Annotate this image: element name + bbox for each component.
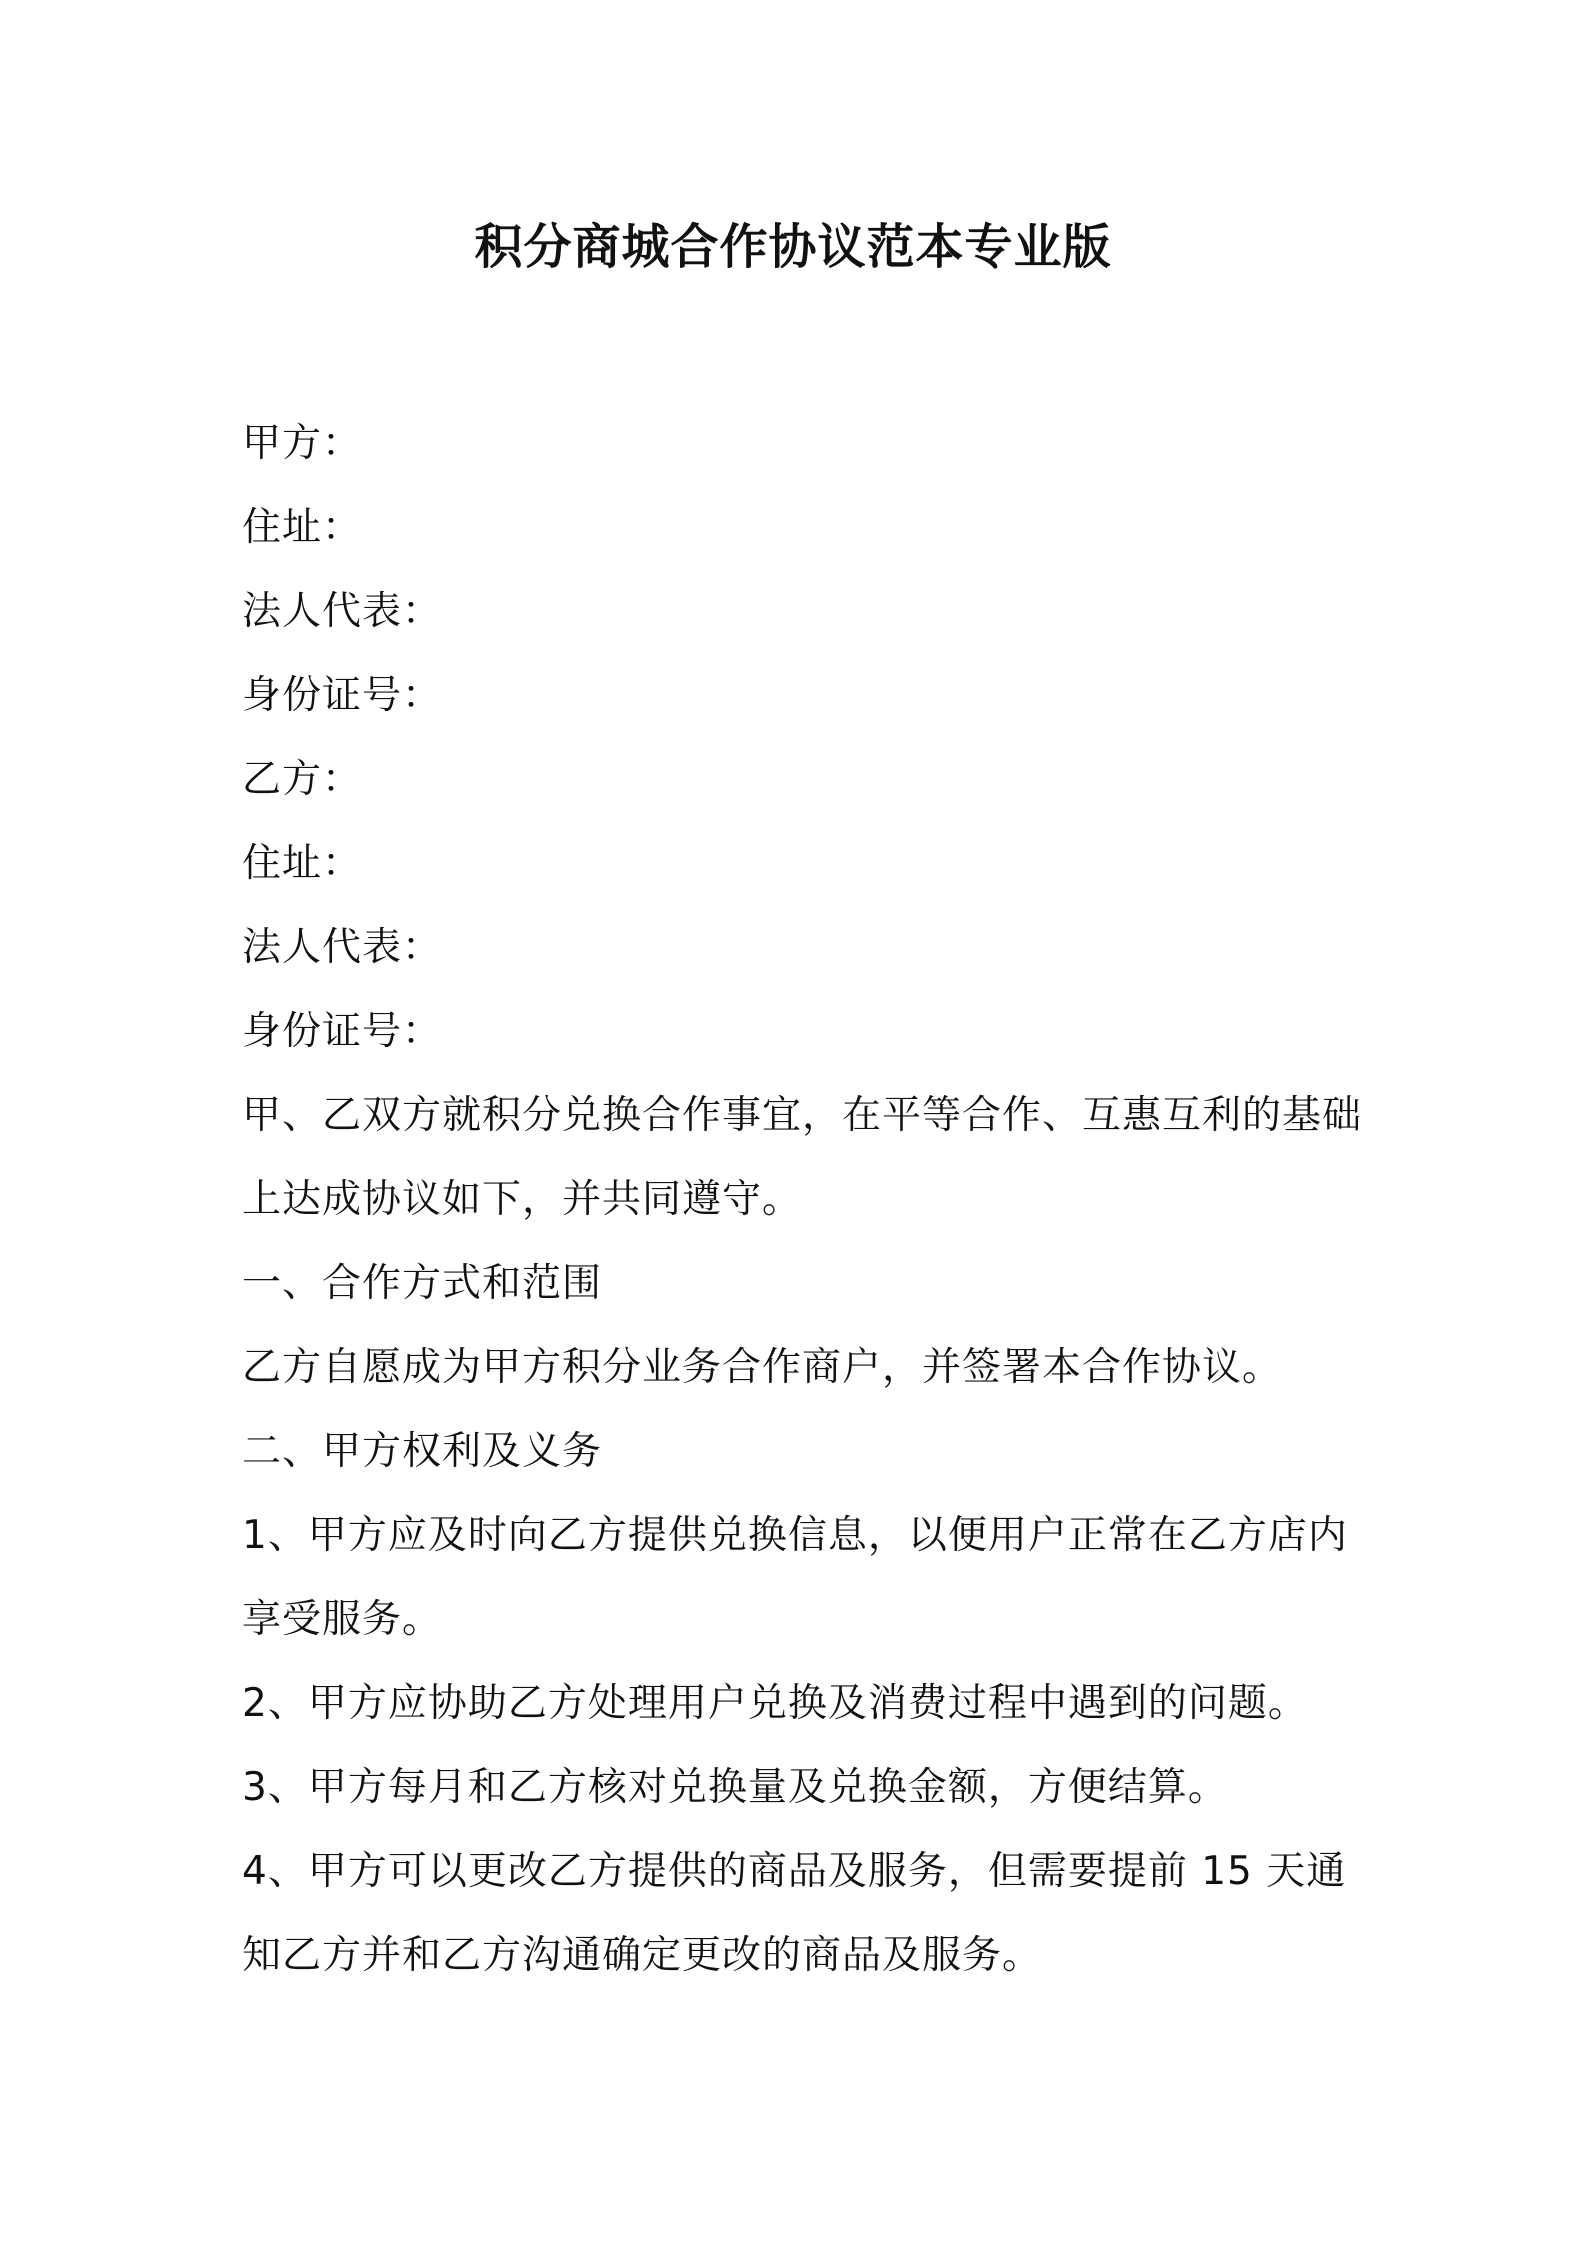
clause-3: 3、甲方每月和乙方核对兑换量及兑换金额，方便结算。 <box>242 1765 1228 1810</box>
party-b-legal-rep-label: 法人代表： <box>242 925 443 970</box>
clause-1-line-2: 享受服务。 <box>242 1597 443 1642</box>
clause-1-line-1: 1、甲方应及时向乙方提供兑换信息，以便用户正常在乙方店内 <box>242 1513 1348 1558</box>
document-body <box>242 402 1362 1998</box>
party-b-id-label: 身份证号： <box>242 1009 443 1054</box>
clause-2: 2、甲方应协助乙方处理用户兑换及消费过程中遇到的问题。 <box>242 1681 1308 1726</box>
party-b-label: 乙方： <box>242 757 363 802</box>
section-heading-2: 二、甲方权利及义务 <box>242 1429 603 1474</box>
section-1-paragraph: 乙方自愿成为甲方积分业务合作商户，并签署本合作协议。 <box>242 1345 1283 1390</box>
clause-4-line-1: 4、甲方可以更改乙方提供的商品及服务，但需要提前 15 天通 <box>242 1849 1347 1894</box>
section-heading-1: 一、合作方式和范围 <box>242 1261 603 1306</box>
party-a-label: 甲方： <box>242 421 363 466</box>
party-a-address-label: 住址： <box>242 505 363 550</box>
document-title: 积分商城合作协议范本专业版 <box>474 219 1112 275</box>
preamble-line-1: 甲、乙双方就积分兑换合作事宜，在平等合作、互惠互利的基础 <box>242 1093 1363 1138</box>
party-b-address-label: 住址： <box>242 841 363 886</box>
party-a-id-label: 身份证号： <box>242 673 443 718</box>
party-a-legal-rep-label: 法人代表： <box>242 589 443 634</box>
clause-4-line-2: 知乙方并和乙方沟通确定更改的商品及服务。 <box>242 1933 1043 1978</box>
preamble-line-2: 上达成协议如下，并共同遵守。 <box>242 1177 803 1222</box>
